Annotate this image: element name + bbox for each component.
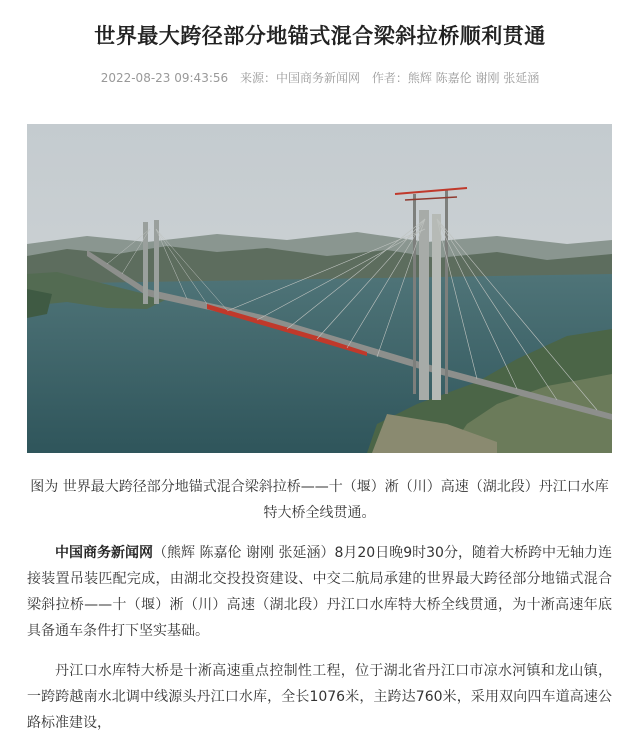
author-info <box>372 71 539 85</box>
article-meta <box>0 69 640 86</box>
article-paragraph-1 <box>27 540 612 644</box>
author-names: 熊辉 陈嘉伦 谢刚 张延涵 <box>407 71 540 85</box>
paragraph-source: 中国商务新闻网 <box>55 545 154 561</box>
paragraph-1-text: （熊辉 陈嘉伦 谢刚 张延涵）8月20日晚9时30分，随着大桥跨中无轴力连接装置吊装匹配完成，由湖北交投投资建设、中交二航局承建的世界最大跨径部分地锚式混合梁斜拉桥——十（堰）淅（川）高速（湖北段）丹江口水库特大桥全线贯通，为十淅高速年底具备通车条件打下坚实基础。 <box>27 545 613 639</box>
article-paragraph-2: 丹江口水库特大桥是十淅高速重点控制性工程，位于湖北省丹江口市凉水河镇和龙山镇，一跨跨越南水北调中线源头丹江口水库，全长1076米，主跨达760米，采用双向四车道高速公路标准建设， <box>27 663 612 731</box>
source-name: 中国商务新闻网 <box>275 71 360 85</box>
source-label: 来源： <box>239 71 276 85</box>
photo-caption: 图为 世界最大跨径部分地锚式混合梁斜拉桥——十（堰）淅（川）高速（湖北段）丹江口水库特大桥全线贯通。 <box>30 479 609 521</box>
article-title: 世界最大跨径部分地锚式混合梁斜拉桥顺利贯通 <box>94 24 546 48</box>
bridge-photo <box>27 124 612 453</box>
source-info <box>240 71 360 85</box>
bridge-illustration <box>27 124 612 453</box>
publish-date: 2022-08-23 09:43:56 <box>100 71 229 85</box>
author-label: 作者： <box>371 71 408 85</box>
